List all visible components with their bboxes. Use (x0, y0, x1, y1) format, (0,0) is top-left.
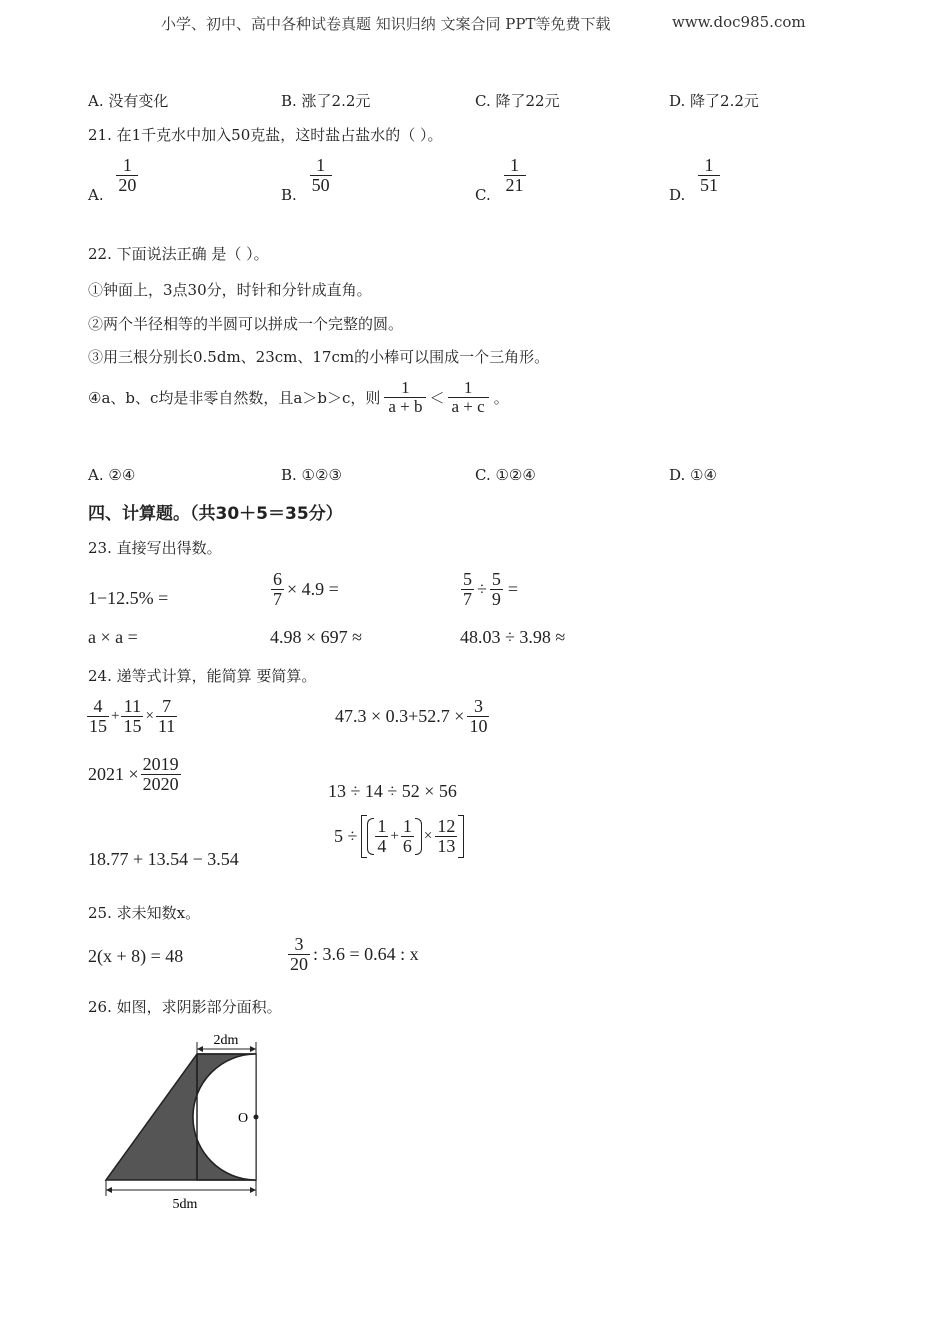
option-letter: C. (475, 186, 491, 204)
numerator: 1 (122, 155, 132, 175)
numerator: 1 (510, 155, 519, 175)
denominator: 9 (491, 588, 501, 609)
q20-option-c: C. 降了22元 (475, 92, 560, 110)
bottom-arrow-right (250, 1187, 256, 1193)
fraction (288, 935, 310, 974)
q24-expr-2 (335, 697, 490, 736)
q22-option-c: C. ①②④ (475, 466, 536, 484)
q22-statement-2: ②两个半径相等的半圆可以拼成一个完整的圆。 (88, 315, 404, 333)
q22-statement-3: ③用三根分别长0.5dm、23cm、17cm的小棒可以围成一个三角形。 (88, 348, 550, 366)
denominator: 6 (402, 835, 412, 856)
section-title: 四、计算题。（共30＋5＝35分） (88, 504, 343, 524)
q20-option-a: A. 没有变化 (88, 92, 169, 110)
q24-expr-4: 13 ÷ 14 ÷ 52 × 56 (328, 781, 457, 801)
fraction (698, 156, 720, 195)
header-url: www.doc985.com (672, 13, 806, 31)
numerator: 12 (437, 816, 456, 836)
q22-option-d: D. ①④ (669, 466, 717, 484)
denominator: 4 (377, 835, 387, 856)
denominator: 51 (700, 174, 719, 195)
q23-expr-4: a × a = (88, 627, 138, 647)
expression-lead: 5 ÷ (334, 825, 358, 846)
q23-expr-5: 4.98 × 697 ≈ (270, 627, 363, 647)
denominator: 20 (290, 953, 308, 974)
fraction (87, 697, 109, 736)
q25-expr-2 (287, 935, 419, 974)
plus-sign: + (390, 827, 399, 844)
center-label: O (237, 1111, 249, 1126)
bottom-arrow-left (106, 1187, 112, 1193)
fraction (141, 755, 181, 794)
fraction (121, 697, 143, 736)
equals-sign: = (507, 578, 519, 599)
denominator: 13 (437, 835, 456, 856)
numerator: 5 (463, 569, 472, 589)
expression-lead: 47.3 × 0.3+52.7 × (335, 705, 465, 726)
q22-option-a: A. ②④ (88, 466, 136, 484)
fraction (375, 817, 388, 856)
numerator: 2019 (142, 754, 179, 774)
q25-stem: 25. 求未知数x。 (88, 904, 201, 922)
shaded-area-figure (100, 1030, 280, 1215)
numerator: 7 (162, 696, 172, 716)
period: 。 (493, 388, 509, 407)
times-sign: × (423, 827, 433, 844)
header-left-text: 小学、初中、高中各种试卷真题 知识归纳 文案合同 PPT等免费下载 (161, 15, 611, 33)
fraction (310, 156, 332, 195)
denominator: 10 (469, 715, 488, 736)
q21-option-d (669, 156, 721, 204)
top-arrow-right (250, 1046, 256, 1052)
denominator: a + b (384, 397, 426, 416)
fraction (490, 570, 503, 609)
q25-expr-1: 2(x + 8) = 48 (88, 946, 184, 966)
q23-expr-3 (460, 570, 518, 609)
numerator: 3 (294, 934, 304, 954)
top-arrow-left (197, 1046, 203, 1052)
denominator: 11 (157, 715, 176, 736)
q23-expr-1: 1−12.5% = (88, 588, 169, 608)
fraction (384, 379, 426, 416)
q21-option-c (475, 156, 527, 204)
denominator: 50 (311, 174, 330, 195)
numerator: 1 (463, 378, 473, 397)
option-letter: D. (669, 186, 686, 204)
expression-rest: × 4.9 = (287, 578, 339, 599)
times-sign: × (145, 707, 154, 724)
statement-text: ④a、b、c均是非零自然数，且a＞b＞c，则 (88, 388, 381, 407)
numerator: 6 (273, 569, 282, 589)
top-dimension-label: 2dm (213, 1033, 239, 1048)
square-brackets (361, 815, 464, 858)
fraction (448, 379, 489, 416)
q26-stem: 26. 如图，求阴影部分面积。 (88, 998, 282, 1016)
numerator: 4 (93, 696, 103, 716)
denominator: 15 (89, 715, 107, 736)
parentheses (367, 817, 421, 856)
fraction (271, 570, 284, 609)
option-letter: B. (281, 186, 297, 204)
numerator: 1 (401, 378, 410, 397)
fraction (401, 817, 414, 856)
q21-option-b (281, 156, 333, 204)
denominator: 21 (505, 174, 524, 195)
numerator: 5 (491, 569, 501, 589)
fraction (461, 570, 474, 609)
q22-stem: 22. 下面说法正确 是（ ）。 (88, 245, 269, 263)
q24-stem: 24. 递等式计算，能简算 要简算。 (88, 667, 317, 685)
expression-rest: : 3.6 = 0.64 : x (313, 943, 419, 964)
q22-statement-1: ①钟面上，3点30分，时针和分针成直角。 (88, 281, 372, 299)
q23-expr-6: 48.03 ÷ 3.98 ≈ (460, 627, 566, 647)
q21-option-a (88, 156, 139, 204)
q24-expr-5: 18.77 + 13.54 − 3.54 (88, 849, 239, 869)
q20-option-b: B. 涨了2.2元 (281, 92, 371, 110)
q23-expr-2 (270, 570, 339, 609)
numerator: 11 (123, 696, 142, 716)
denominator: 15 (123, 715, 142, 736)
q22-option-b: B. ①②③ (281, 466, 342, 484)
q21-stem: 21. 在1千克水中加入50克盐，这时盐占盐水的（ ）。 (88, 126, 443, 144)
fraction (504, 156, 526, 195)
denominator: a + c (448, 397, 489, 416)
bottom-dimension-label: 5dm (172, 1197, 198, 1212)
q23-stem: 23. 直接写出得数。 (88, 539, 222, 557)
fraction (156, 697, 177, 736)
denominator: 7 (273, 588, 282, 609)
fraction (435, 817, 457, 856)
q24-expr-6 (334, 815, 464, 858)
fraction (467, 697, 489, 736)
plus-sign: + (111, 707, 120, 724)
q22-statement-4 (88, 379, 509, 416)
denominator: 2020 (142, 773, 179, 794)
denominator: 7 (463, 588, 472, 609)
q24-expr-3 (88, 755, 182, 794)
less-than-sign: ＜ (429, 390, 445, 407)
q20-option-d: D. 降了2.2元 (669, 92, 759, 110)
expression-lead: 2021 × (88, 763, 139, 784)
denominator: 20 (118, 174, 137, 195)
divide-sign: ÷ (477, 578, 487, 599)
numerator: 1 (316, 155, 326, 175)
numerator: 1 (377, 816, 387, 836)
numerator: 1 (402, 816, 412, 836)
numerator: 3 (473, 696, 483, 716)
numerator: 1 (704, 155, 714, 175)
q24-expr-1 (86, 697, 178, 736)
fraction (116, 156, 138, 195)
option-letter: A. (88, 186, 104, 204)
